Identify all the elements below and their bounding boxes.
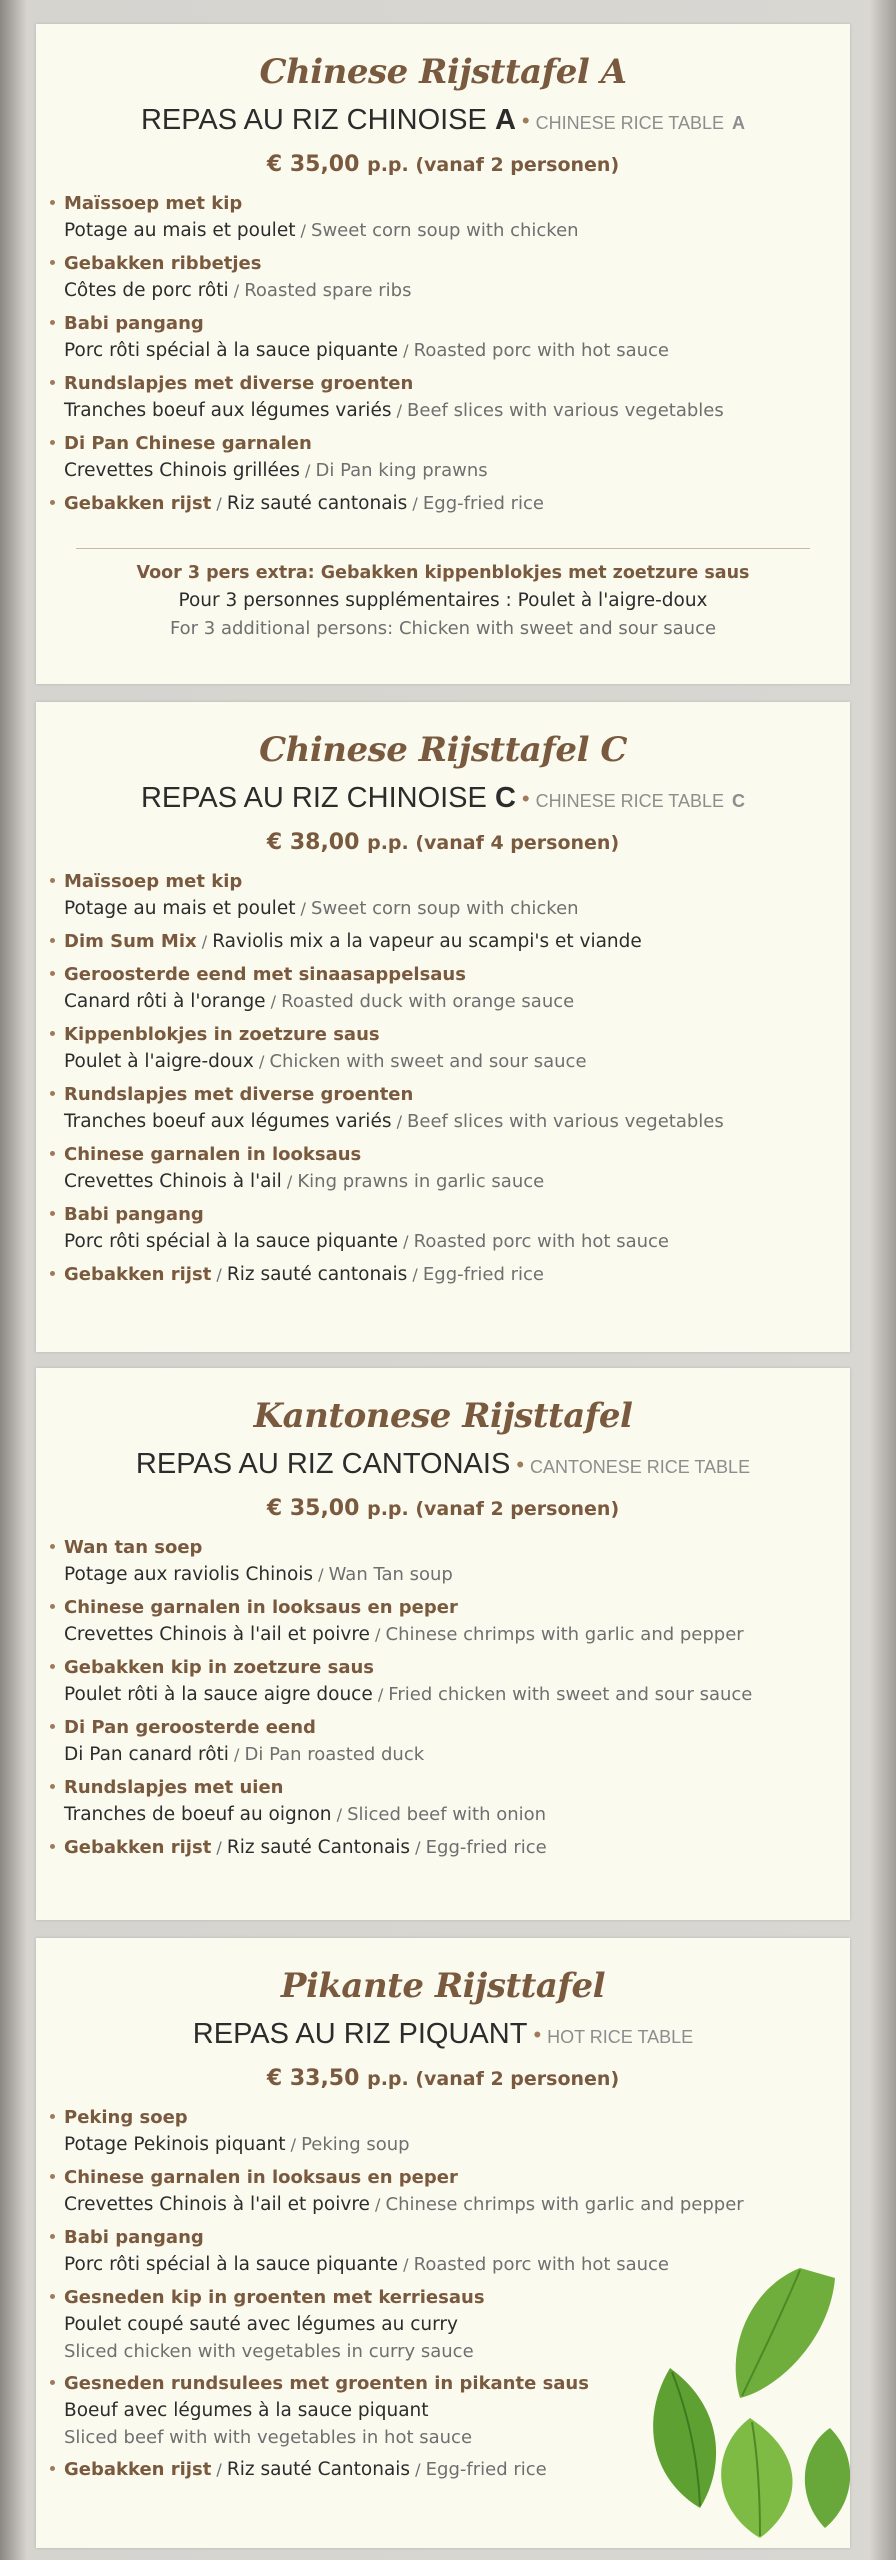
section-price: € 38,00 p.p. (vanaf 4 personen) <box>266 830 620 855</box>
list-item: Maïssoep met kip Potage au mais et poulet / Sweet corn soup with chicken <box>50 190 850 245</box>
section-price: € 33,50 p.p. (vanaf 2 personen) <box>266 2066 620 2091</box>
list-item: Rundslapjes met diverse groenten Tranches boeuf aux légumes variés / Beef slices with various vegetables <box>50 1081 850 1136</box>
list-item: Chinese garnalen in looksaus en peper Crevettes Chinois à l'ail et poivre / Chinese chrimps with garlic and pepper <box>50 2164 850 2219</box>
section-subtitle: REPAS AU RIZ CHINOISE A • CHINESE RICE TABLE A <box>140 104 746 136</box>
menu-section-c <box>36 702 850 1352</box>
list-item: Kippenblokjes in zoetzure saus Poulet à l'aigre-doux / Chicken with sweet and sour sauce <box>50 1021 850 1076</box>
section-price: € 35,00 p.p. (vanaf 2 personen) <box>266 1496 620 1521</box>
list-item: Rundslapjes met diverse groenten Tranches boeuf aux légumes variés / Beef slices with various vegetables <box>50 370 850 425</box>
list-item: Gesneden rundsulees met groenten in pikante saus Boeuf avec légumes à la sauce piquant Sliced beef with with vegetables in hot sauce <box>50 2370 850 2451</box>
list-item: Gebakken ribbetjes Côtes de porc rôti / Roasted spare ribs <box>50 250 850 305</box>
section-title: Chinese Rijsttafel A <box>259 52 627 92</box>
list-item: Di Pan Chinese garnalen Crevettes Chinois grillées / Di Pan king prawns <box>50 430 850 485</box>
list-item: Dim Sum Mix / Raviolis mix a la vapeur au scampi's et viande <box>50 928 850 956</box>
menu-section-a <box>36 24 850 684</box>
section-subtitle: REPAS AU RIZ PIQUANT • HOT RICE TABLE <box>192 2018 694 2050</box>
section-subtitle: REPAS AU RIZ CHINOISE C • CHINESE RICE TABLE C <box>140 782 746 814</box>
section-title: Chinese Rijsttafel C <box>259 730 627 770</box>
list-item: Geroosterde eend met sinaasappelsaus Canard rôti à l'orange / Roasted duck with orange sauce <box>50 961 850 1016</box>
list-item: Gebakken rijst / Riz sauté Cantonais / Egg-fried rice <box>50 2456 850 2484</box>
dish-list <box>36 1534 850 1862</box>
list-item: Maïssoep met kip Potage au mais et poulet / Sweet corn soup with chicken <box>50 868 850 923</box>
list-item: Gebakken rijst / Riz sauté cantonais / Egg-fried rice <box>50 490 850 518</box>
list-item: Gesneden kip in groenten met kerriesaus Poulet coupé sauté avec légumes au curry Sliced chicken with vegetables in curry sauce <box>50 2284 850 2365</box>
list-item: Gebakken rijst / Riz sauté Cantonais / Egg-fried rice <box>50 1834 850 1862</box>
list-item: Babi pangang Porc rôti spécial à la sauce piquante / Roasted porc with hot sauce <box>50 1201 850 1256</box>
list-item: Gebakken rijst / Riz sauté cantonais / Egg-fried rice <box>50 1261 850 1289</box>
menu-section-kantonese <box>36 1368 850 1920</box>
list-item: Gebakken kip in zoetzure saus Poulet rôti à la sauce aigre douce / Fried chicken with sweet and sour sauce <box>50 1654 850 1709</box>
list-item: Di Pan geroosterde eend Di Pan canard rôti / Di Pan roasted duck <box>50 1714 850 1769</box>
list-item: Wan tan soep Potage aux raviolis Chinois / Wan Tan soup <box>50 1534 850 1589</box>
extra-note: Voor 3 pers extra: Gebakken kippenblokjes met zoetzure saus Pour 3 personnes supplémentaires : Poulet à l'aigre-doux For 3 additional persons: Chicken with sweet and sour sauce <box>76 548 810 643</box>
list-item: Babi pangang Porc rôti spécial à la sauce piquante / Roasted porc with hot sauce <box>50 310 850 365</box>
basil-leaves-image <box>630 2248 850 2548</box>
list-item: Babi pangang Porc rôti spécial à la sauce piquante / Roasted porc with hot sauce <box>50 2224 850 2279</box>
list-item: Rundslapjes met uien Tranches de boeuf au oignon / Sliced beef with onion <box>50 1774 850 1829</box>
section-title: Kantonese Rijsttafel <box>253 1396 633 1436</box>
section-title: Pikante Rijsttafel <box>280 1966 606 2006</box>
menu-section-pikante <box>36 1938 850 2548</box>
list-item: Peking soep Potage Pekinois piquant / Peking soup <box>50 2104 850 2159</box>
dish-list <box>36 868 850 1289</box>
section-price: € 35,00 p.p. (vanaf 2 personen) <box>266 152 620 177</box>
dish-list <box>36 190 850 518</box>
list-item: Chinese garnalen in looksaus en peper Crevettes Chinois à l'ail et poivre / Chinese chrimps with garlic and pepper <box>50 1594 850 1649</box>
list-item: Chinese garnalen in looksaus Crevettes Chinois à l'ail / King prawns in garlic sauce <box>50 1141 850 1196</box>
section-subtitle: REPAS AU RIZ CANTONAIS • CANTONESE RICE TABLE <box>135 1448 751 1480</box>
